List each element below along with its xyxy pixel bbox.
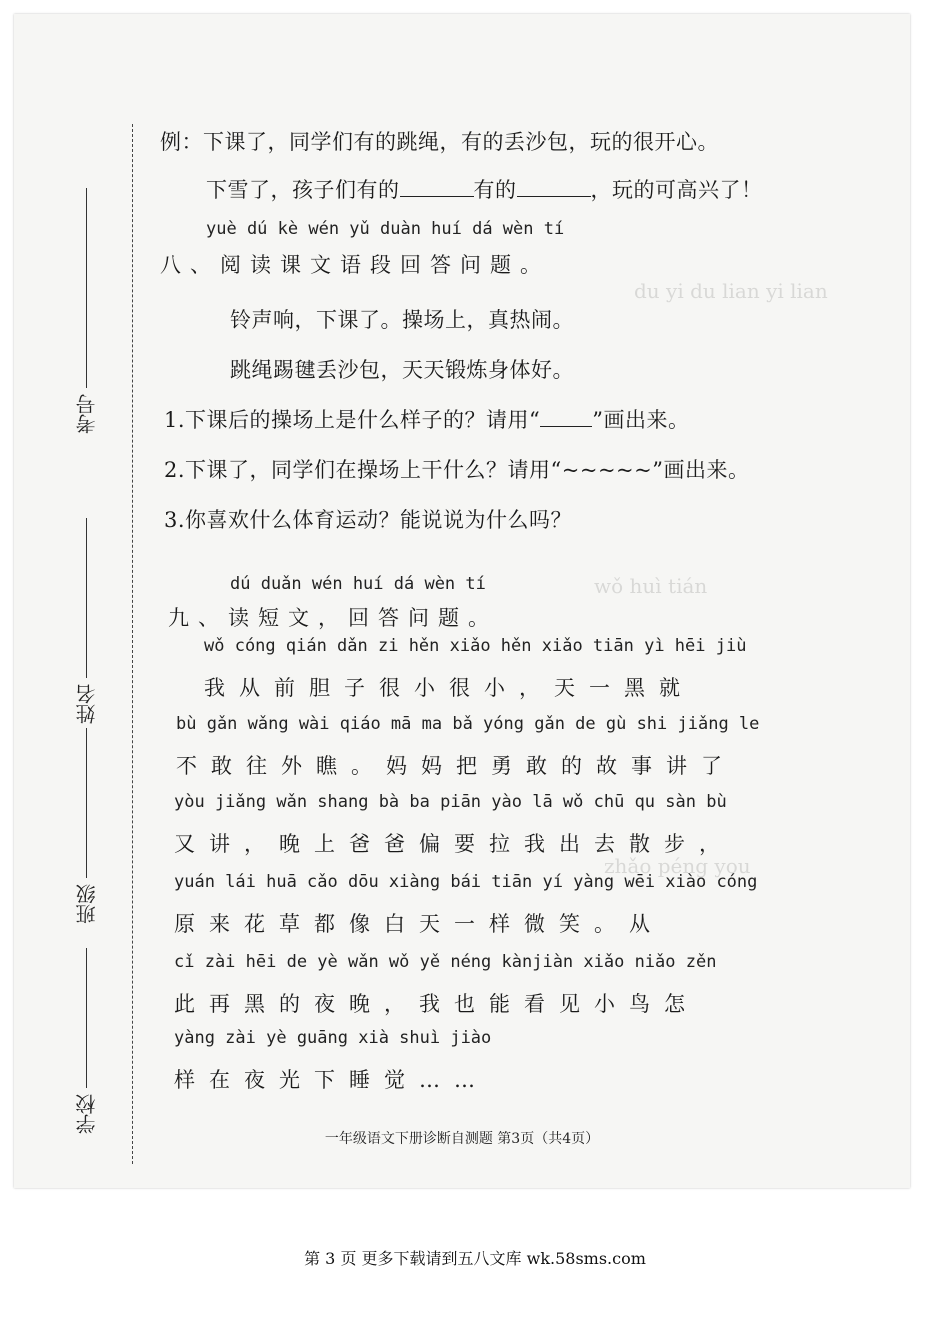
story-pinyin-line: yòu jiǎng wǎn shang bà ba piān yào lā wǒ chū qu sàn bù bbox=[174, 792, 727, 812]
name-label: 姓名 bbox=[75, 684, 99, 724]
school-field bbox=[72, 934, 101, 1134]
school-label: 学校 bbox=[75, 1094, 99, 1134]
section9-title: 九、读短文，回答问题。 bbox=[168, 606, 498, 630]
bleed-through-text: du yi du lian yi lian bbox=[634, 279, 828, 303]
example-fill-prompt: 下雪了，孩子们有的 有的 ，玩的可高兴了！ bbox=[206, 178, 763, 202]
story-pinyin-line: bù gǎn wǎng wài qiáo mā ma bǎ yóng gǎn de gù shi jiǎng le bbox=[176, 714, 760, 734]
exam-number-field bbox=[72, 174, 101, 434]
story-pinyin-line: yuán lái huā cǎo dōu xiàng bái tiān yí yàng wēi xiào cóng bbox=[174, 872, 758, 892]
page-footer: 一年级语文下册诊断自测题 第3页（共4页） bbox=[324, 1131, 600, 1147]
section8-title: 八、阅读课文语段回答问题。 bbox=[160, 253, 550, 277]
answer-blank bbox=[400, 176, 474, 197]
section8-question-3: 3.你喜欢什么体育运动？能说说为什么吗？ bbox=[164, 508, 573, 532]
name-blank bbox=[86, 518, 87, 678]
answer-blank bbox=[517, 176, 591, 197]
section9-title-pinyin: dú duǎn wén huí dá wèn tí bbox=[230, 574, 486, 594]
section8-title-pinyin: yuè dú kè wén yǔ duàn huí dá wèn tí bbox=[206, 219, 565, 239]
story-text-line: 不敢往外瞧。妈妈把勇敢的故事讲了 bbox=[176, 754, 736, 778]
story-pinyin-line: cǐ zài hēi de yè wǎn wǒ yě néng kànjiàn xiǎo niǎo zěn bbox=[174, 952, 717, 972]
straight-line-mark bbox=[540, 410, 592, 427]
class-blank bbox=[86, 728, 87, 878]
school-blank bbox=[86, 948, 87, 1088]
section8-passage-line: 铃声响，下课了。操场上，真热闹。 bbox=[230, 308, 574, 332]
exam-number-label: 考号 bbox=[75, 394, 99, 434]
example-sentence: 例：下课了，同学们有的跳绳，有的丢沙包，玩的很开心。 bbox=[160, 130, 719, 154]
class-label: 班级 bbox=[75, 884, 99, 924]
story-text-line: 样在夜光下睡觉…… bbox=[174, 1068, 489, 1092]
class-field bbox=[72, 714, 101, 924]
bleed-through-text: zhǎo péng you bbox=[604, 854, 751, 878]
download-note: 第 3 页 更多下载请到五八文库 wk.58sms.com bbox=[304, 1249, 646, 1268]
scanned-page bbox=[14, 14, 910, 1188]
story-text-line: 此再黑的夜晚，我也能看见小鸟怎 bbox=[174, 992, 699, 1016]
bleed-through-text: wǒ huì tián bbox=[594, 574, 708, 598]
story-pinyin-line: wǒ cóng qián dǎn zi hěn xiǎo hěn xiǎo tiān yì hēi jiù bbox=[204, 636, 747, 656]
story-text-line: 我从前胆子很小很小，天一黑就 bbox=[204, 676, 694, 700]
binding-margin-line bbox=[132, 124, 133, 1164]
story-text-line: 又讲，晚上爸爸偏要拉我出去散步， bbox=[174, 832, 734, 856]
story-text-line: 原来花草都像白天一样微笑。从 bbox=[174, 912, 664, 936]
section8-passage-line: 跳绳踢毽丢沙包，天天锻炼身体好。 bbox=[230, 358, 574, 382]
section8-question-1: 1.下课后的操场上是什么样子的？请用“ ”画出来。 bbox=[164, 408, 690, 432]
exam-number-blank bbox=[86, 188, 87, 388]
section8-question-2: 2.下课了，同学们在操场上干什么？请用“~~~~~”画出来。 bbox=[164, 458, 750, 482]
story-pinyin-line: yàng zài yè guāng xià shuì jiào bbox=[174, 1028, 492, 1048]
name-field bbox=[72, 494, 101, 724]
